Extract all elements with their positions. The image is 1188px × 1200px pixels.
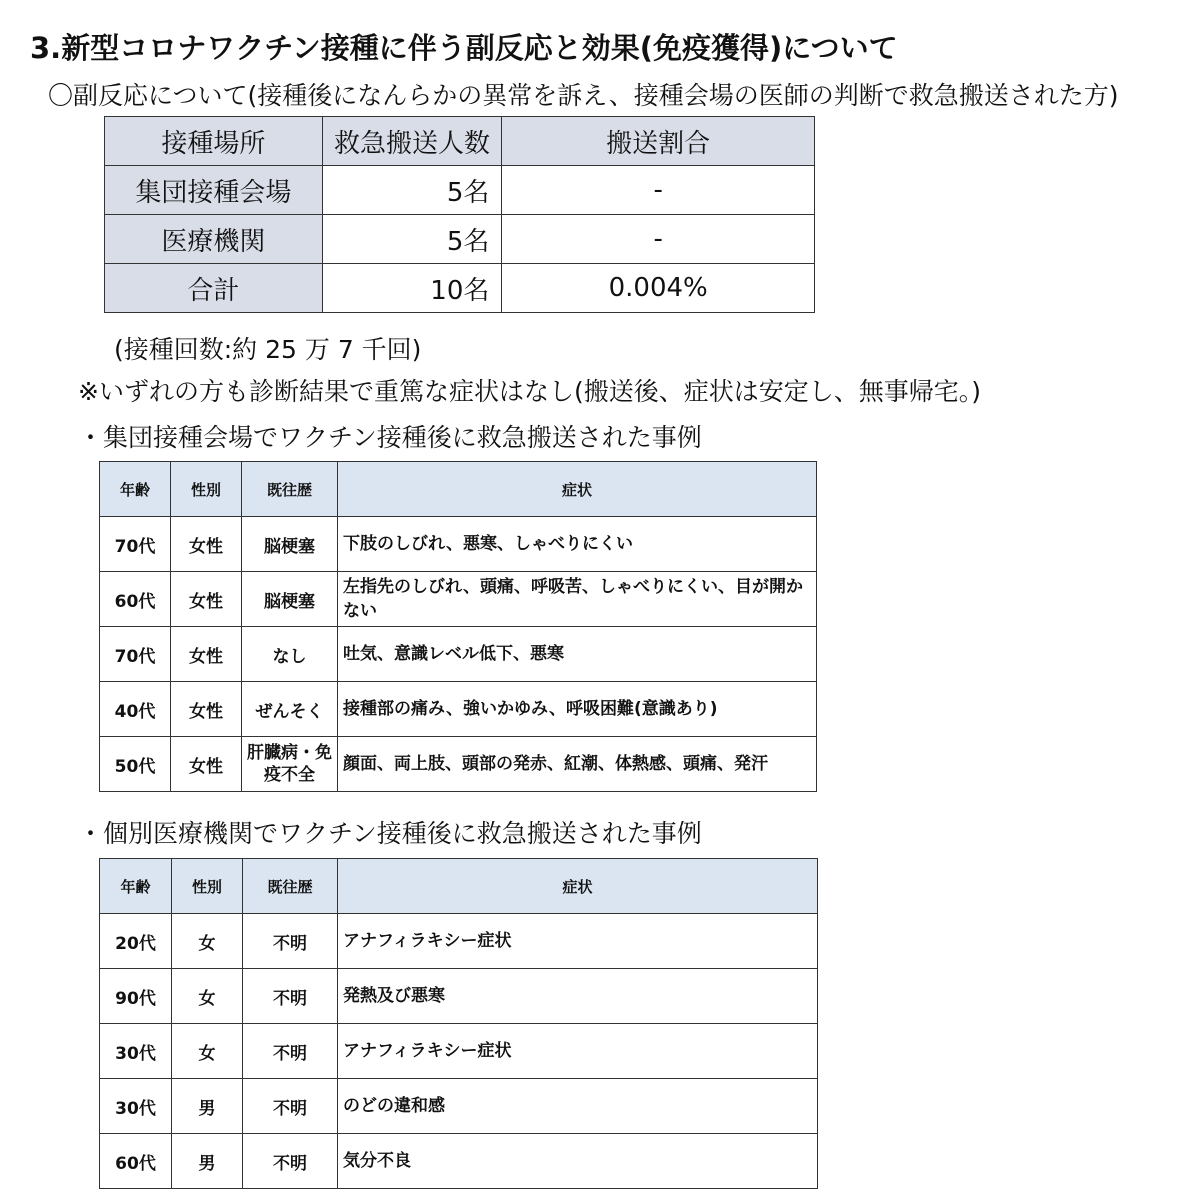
symptoms-cell: 吐気、意識レベル低下、悪寒 bbox=[338, 627, 817, 682]
header-sex: 性別 bbox=[172, 859, 243, 914]
sex-cell: 女性 bbox=[171, 572, 242, 627]
sex-cell: 女性 bbox=[171, 627, 242, 682]
summary-header-row bbox=[105, 117, 815, 166]
sex-cell: 男 bbox=[172, 1079, 243, 1134]
clinic-cases-table bbox=[99, 858, 818, 1189]
symptoms-cell: アナフィラキシー症状 bbox=[338, 914, 818, 969]
header-history: 既往歴 bbox=[242, 462, 338, 517]
history-cell: 不明 bbox=[243, 914, 338, 969]
place-cell: 合計 bbox=[105, 264, 323, 313]
age-cell: 30代 bbox=[100, 1079, 172, 1134]
header-sex: 性別 bbox=[171, 462, 242, 517]
history-cell: 不明 bbox=[243, 1134, 338, 1189]
history-cell: 不明 bbox=[243, 1079, 338, 1134]
outcome-note: ※いずれの方も診断結果で重篤な症状はなし(搬送後、症状は安定し、無事帰宅。) bbox=[78, 377, 981, 406]
summary-row bbox=[105, 215, 815, 264]
ratio-cell: - bbox=[502, 166, 815, 215]
table-row bbox=[100, 1079, 818, 1134]
sex-cell: 女性 bbox=[171, 682, 242, 737]
sex-cell: 女 bbox=[172, 969, 243, 1024]
history-cell: 脳梗塞 bbox=[242, 517, 338, 572]
group-cases-heading: ・集団接種会場でワクチン接種後に救急搬送された事例 bbox=[78, 423, 702, 452]
header-ratio: 搬送割合 bbox=[502, 117, 815, 166]
history-cell: なし bbox=[242, 627, 338, 682]
header-count: 救急搬送人数 bbox=[322, 117, 502, 166]
symptoms-cell: のどの違和感 bbox=[338, 1079, 818, 1134]
history-cell: 肝臓病・免疫不全 bbox=[242, 737, 338, 792]
symptoms-cell: 接種部の痛み、強いかゆみ、呼吸困難(意識あり) bbox=[338, 682, 817, 737]
sex-cell: 女性 bbox=[171, 517, 242, 572]
summary-row bbox=[105, 264, 815, 313]
header-history: 既往歴 bbox=[243, 859, 338, 914]
symptoms-cell: 気分不良 bbox=[338, 1134, 818, 1189]
table-row bbox=[100, 1134, 818, 1189]
count-cell: 5名 bbox=[322, 215, 502, 264]
case-header-row bbox=[100, 859, 818, 914]
age-cell: 50代 bbox=[100, 737, 171, 792]
symptoms-cell: 顔面、両上肢、頭部の発赤、紅潮、体熱感、頭痛、発汗 bbox=[338, 737, 817, 792]
header-symptoms: 症状 bbox=[338, 859, 818, 914]
sex-cell: 男 bbox=[172, 1134, 243, 1189]
header-symptoms: 症状 bbox=[338, 462, 817, 517]
table-row bbox=[100, 914, 818, 969]
table-row bbox=[100, 969, 818, 1024]
age-cell: 60代 bbox=[100, 1134, 172, 1189]
header-age: 年齢 bbox=[100, 462, 171, 517]
ratio-cell: 0.004% bbox=[502, 264, 815, 313]
age-cell: 70代 bbox=[100, 627, 171, 682]
table-row bbox=[100, 572, 817, 627]
section-subtitle: 〇副反応について(接種後になんらかの異常を訴え、接種会場の医師の判断で救急搬送された方) bbox=[48, 81, 1119, 110]
ratio-cell: - bbox=[502, 215, 815, 264]
case-header-row bbox=[100, 462, 817, 517]
place-cell: 医療機関 bbox=[105, 215, 323, 264]
age-cell: 60代 bbox=[100, 572, 171, 627]
clinic-cases-heading: ・個別医療機関でワクチン接種後に救急搬送された事例 bbox=[78, 819, 702, 848]
header-age: 年齢 bbox=[100, 859, 172, 914]
symptoms-cell: アナフィラキシー症状 bbox=[338, 1024, 818, 1079]
summary-table bbox=[104, 116, 815, 313]
symptoms-cell: 下肢のしびれ、悪寒、しゃべりにくい bbox=[338, 517, 817, 572]
sex-cell: 女 bbox=[172, 914, 243, 969]
vaccination-count-note: (接種回数:約 25 万 7 千回) bbox=[114, 335, 422, 364]
age-cell: 40代 bbox=[100, 682, 171, 737]
history-cell: 不明 bbox=[243, 969, 338, 1024]
table-row bbox=[100, 682, 817, 737]
page-title: 3.新型コロナワクチン接種に伴う副反応と効果(免疫獲得)について bbox=[30, 31, 898, 65]
symptoms-cell: 左指先のしびれ、頭痛、呼吸苦、しゃべりにくい、目が開かない bbox=[338, 572, 817, 627]
group-cases-table bbox=[99, 461, 817, 792]
table-row bbox=[100, 1024, 818, 1079]
table-row bbox=[100, 517, 817, 572]
symptoms-cell: 発熱及び悪寒 bbox=[338, 969, 818, 1024]
history-cell: 不明 bbox=[243, 1024, 338, 1079]
age-cell: 70代 bbox=[100, 517, 171, 572]
table-row bbox=[100, 737, 817, 792]
sex-cell: 女 bbox=[172, 1024, 243, 1079]
count-cell: 10名 bbox=[322, 264, 502, 313]
header-place: 接種場所 bbox=[105, 117, 323, 166]
count-cell: 5名 bbox=[322, 166, 502, 215]
place-cell: 集団接種会場 bbox=[105, 166, 323, 215]
age-cell: 90代 bbox=[100, 969, 172, 1024]
sex-cell: 女性 bbox=[171, 737, 242, 792]
summary-row bbox=[105, 166, 815, 215]
history-cell: 脳梗塞 bbox=[242, 572, 338, 627]
history-cell: ぜんそく bbox=[242, 682, 338, 737]
table-row bbox=[100, 627, 817, 682]
age-cell: 20代 bbox=[100, 914, 172, 969]
age-cell: 30代 bbox=[100, 1024, 172, 1079]
